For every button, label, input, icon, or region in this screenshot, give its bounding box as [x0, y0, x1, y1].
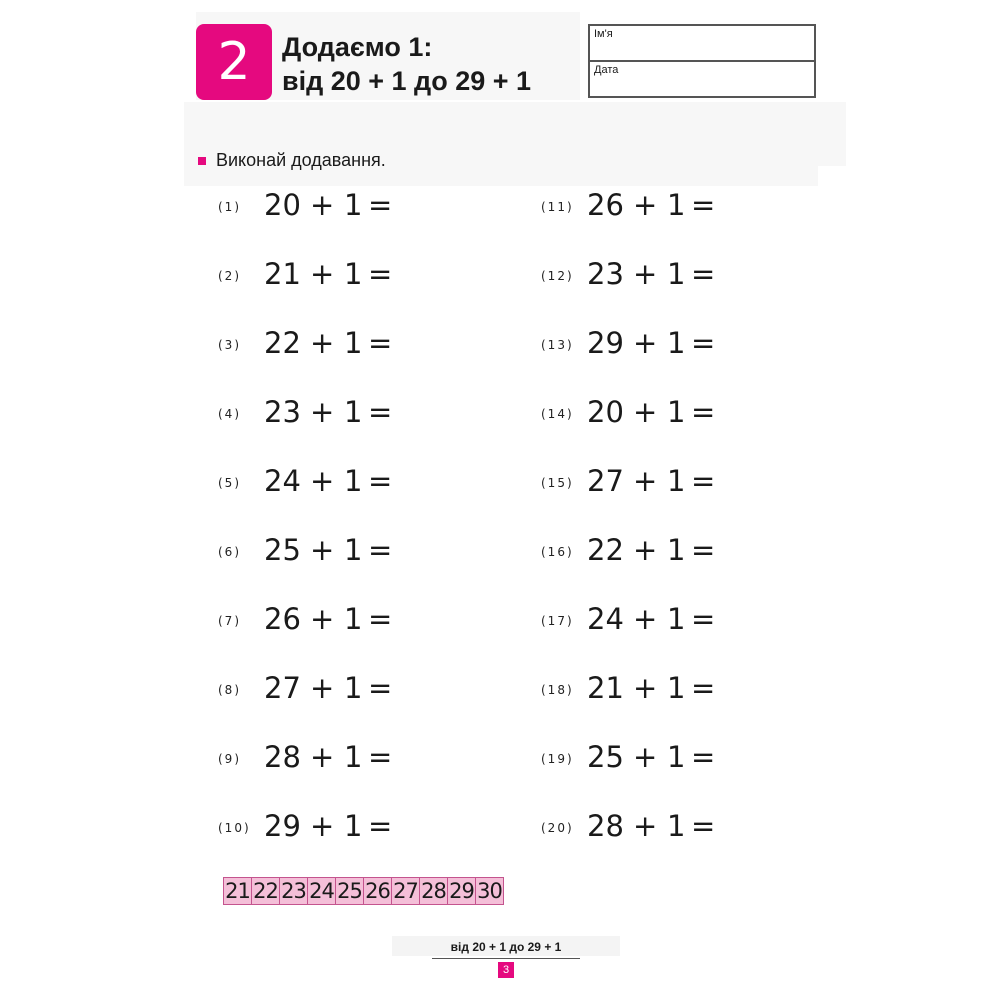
answer-blank[interactable]	[719, 466, 739, 500]
plus-sign: +	[633, 395, 658, 429]
equals-sign: =	[368, 395, 393, 429]
problem-operand-b: 1	[344, 326, 363, 360]
equals-sign: =	[691, 533, 716, 567]
answer-blank[interactable]	[719, 328, 739, 362]
problem-index: (18)	[541, 683, 574, 697]
answer-blank[interactable]	[396, 259, 416, 293]
problem-operand-b: 1	[667, 809, 686, 843]
number-line-cell: 23	[280, 878, 308, 904]
plus-sign: +	[633, 671, 658, 705]
plus-sign: +	[633, 602, 658, 636]
problem-operand-a: 23	[264, 395, 301, 429]
problem-index: (6)	[218, 545, 241, 559]
problem-index: (14)	[541, 407, 574, 421]
number-line-cell: 30	[477, 879, 502, 903]
problem-operand-a: 28	[264, 740, 301, 774]
equals-sign: =	[368, 602, 393, 636]
problem-index: (12)	[541, 269, 574, 283]
problem-operand-b: 1	[667, 671, 686, 705]
number-line-cell: 24	[308, 878, 336, 904]
problem-operand-b: 1	[344, 740, 363, 774]
name-field[interactable]	[590, 26, 814, 62]
answer-blank[interactable]	[396, 190, 416, 224]
answer-blank[interactable]	[396, 466, 416, 500]
problem-index: (5)	[218, 476, 241, 490]
problem-item	[218, 255, 418, 295]
problem-item	[541, 255, 741, 295]
problem-operand-b: 1	[344, 533, 363, 567]
plus-sign: +	[310, 188, 335, 222]
plus-sign: +	[633, 326, 658, 360]
problem-operand-a: 20	[587, 395, 624, 429]
number-line-cell: 28	[420, 878, 448, 904]
problem-operand-b: 1	[667, 533, 686, 567]
problem-operand-a: 28	[587, 809, 624, 843]
answer-blank[interactable]	[396, 604, 416, 638]
equals-sign: =	[368, 533, 393, 567]
plus-sign: +	[310, 809, 335, 843]
equals-sign: =	[691, 740, 716, 774]
answer-blank[interactable]	[719, 259, 739, 293]
number-line-cell: 26	[364, 878, 392, 904]
problem-operand-a: 21	[587, 671, 624, 705]
footer-rule	[432, 958, 580, 959]
instruction-text: Виконай додавання.	[216, 150, 386, 170]
problem-item	[541, 600, 741, 640]
number-line-cell: 21	[224, 878, 252, 904]
problem-operand-b: 1	[667, 257, 686, 291]
answer-blank[interactable]	[396, 673, 416, 707]
plus-sign: +	[310, 602, 335, 636]
number-line-cell: 27	[392, 878, 420, 904]
plus-sign: +	[633, 740, 658, 774]
page-title	[282, 30, 531, 98]
answer-blank[interactable]	[719, 742, 739, 776]
equals-sign: =	[691, 602, 716, 636]
plus-sign: +	[310, 464, 335, 498]
problem-item	[218, 738, 418, 778]
date-field[interactable]	[590, 62, 814, 96]
problem-item	[218, 393, 418, 433]
equals-sign: =	[368, 671, 393, 705]
answer-blank[interactable]	[396, 535, 416, 569]
number-line-cell: 25	[336, 878, 364, 904]
problem-operand-a: 25	[264, 533, 301, 567]
problem-item	[218, 186, 418, 226]
problem-index: (13)	[541, 338, 574, 352]
problem-operand-a: 27	[587, 464, 624, 498]
problem-operand-a: 22	[587, 533, 624, 567]
problem-index: (17)	[541, 614, 574, 628]
problem-operand-a: 29	[264, 809, 301, 843]
problem-operand-b: 1	[344, 602, 363, 636]
equals-sign: =	[691, 671, 716, 705]
answer-blank[interactable]	[719, 397, 739, 431]
problem-operand-b: 1	[344, 464, 363, 498]
problem-operand-b: 1	[344, 809, 363, 843]
problem-item	[218, 807, 418, 847]
equals-sign: =	[691, 257, 716, 291]
number-line	[223, 877, 504, 905]
name-label: Ім'я	[594, 28, 613, 40]
problem-operand-b: 1	[344, 188, 363, 222]
problem-index: (8)	[218, 683, 241, 697]
problem-operand-b: 1	[667, 326, 686, 360]
plus-sign: +	[310, 257, 335, 291]
problem-item	[218, 669, 418, 709]
problem-operand-a: 24	[264, 464, 301, 498]
name-date-box	[588, 24, 816, 98]
title-line-2: від 20 + 1 до 29 + 1	[282, 66, 532, 96]
problem-item	[218, 600, 418, 640]
page-number: 3	[498, 962, 514, 978]
problem-operand-b: 1	[344, 671, 363, 705]
plus-sign: +	[310, 533, 335, 567]
problem-operand-a: 20	[264, 188, 301, 222]
problem-item	[541, 531, 741, 571]
problem-operand-a: 25	[587, 740, 624, 774]
plus-sign: +	[633, 533, 658, 567]
answer-blank[interactable]	[719, 673, 739, 707]
problem-index: (19)	[541, 752, 574, 766]
problem-operand-a: 27	[264, 671, 301, 705]
answer-blank[interactable]	[719, 535, 739, 569]
answer-blank[interactable]	[396, 397, 416, 431]
problem-item	[218, 324, 418, 364]
problem-operand-b: 1	[344, 257, 363, 291]
plus-sign: +	[310, 326, 335, 360]
plus-sign: +	[633, 257, 658, 291]
plus-sign: +	[310, 740, 335, 774]
problem-item	[541, 186, 741, 226]
problem-index: (15)	[541, 476, 574, 490]
answer-blank[interactable]	[719, 604, 739, 638]
problem-index: (3)	[218, 338, 241, 352]
problem-operand-a: 24	[587, 602, 624, 636]
problem-operand-a: 23	[587, 257, 624, 291]
problem-item	[541, 462, 741, 502]
problem-operand-b: 1	[667, 740, 686, 774]
equals-sign: =	[368, 809, 393, 843]
instruction	[198, 150, 386, 171]
problem-item	[218, 462, 418, 502]
answer-blank[interactable]	[396, 328, 416, 362]
problem-item	[541, 669, 741, 709]
problem-operand-a: 22	[264, 326, 301, 360]
equals-sign: =	[368, 740, 393, 774]
problem-item	[541, 738, 741, 778]
answer-blank[interactable]	[396, 742, 416, 776]
answer-blank[interactable]	[719, 190, 739, 224]
problem-index: (4)	[218, 407, 241, 421]
equals-sign: =	[368, 326, 393, 360]
problem-operand-b: 1	[667, 464, 686, 498]
equals-sign: =	[368, 464, 393, 498]
equals-sign: =	[691, 395, 716, 429]
problem-operand-a: 21	[264, 257, 301, 291]
problem-item	[541, 324, 741, 364]
number-line-cell: 22	[252, 878, 280, 904]
number-line-cell: 29	[448, 878, 476, 904]
problem-index: (20)	[541, 821, 574, 835]
equals-sign: =	[368, 188, 393, 222]
square-bullet-icon	[198, 157, 206, 165]
lesson-number-badge: 2	[196, 24, 272, 100]
equals-sign: =	[691, 464, 716, 498]
problem-operand-b: 1	[667, 602, 686, 636]
title-line-1: Додаємо 1:	[282, 32, 433, 62]
plus-sign: +	[310, 671, 335, 705]
problem-index: (1)	[218, 200, 241, 214]
plus-sign: +	[310, 395, 335, 429]
plus-sign: +	[633, 188, 658, 222]
problem-operand-a: 26	[587, 188, 624, 222]
problem-index: (7)	[218, 614, 241, 628]
problem-index: (10)	[218, 821, 251, 835]
problem-item	[541, 807, 741, 847]
answer-blank[interactable]	[719, 811, 739, 845]
problem-index: (9)	[218, 752, 241, 766]
answer-blank[interactable]	[396, 811, 416, 845]
date-label: Дата	[594, 64, 619, 76]
problem-index: (11)	[541, 200, 574, 214]
plus-sign: +	[633, 809, 658, 843]
problem-operand-b: 1	[667, 395, 686, 429]
problem-index: (16)	[541, 545, 574, 559]
plus-sign: +	[633, 464, 658, 498]
problem-operand-a: 29	[587, 326, 624, 360]
problem-item	[218, 531, 418, 571]
problem-operand-b: 1	[667, 188, 686, 222]
equals-sign: =	[691, 326, 716, 360]
equals-sign: =	[691, 809, 716, 843]
problem-operand-b: 1	[344, 395, 363, 429]
footer-caption: від 20 + 1 до 29 + 1	[450, 940, 562, 954]
problem-item	[541, 393, 741, 433]
equals-sign: =	[691, 188, 716, 222]
problem-index: (2)	[218, 269, 241, 283]
equals-sign: =	[368, 257, 393, 291]
problem-operand-a: 26	[264, 602, 301, 636]
